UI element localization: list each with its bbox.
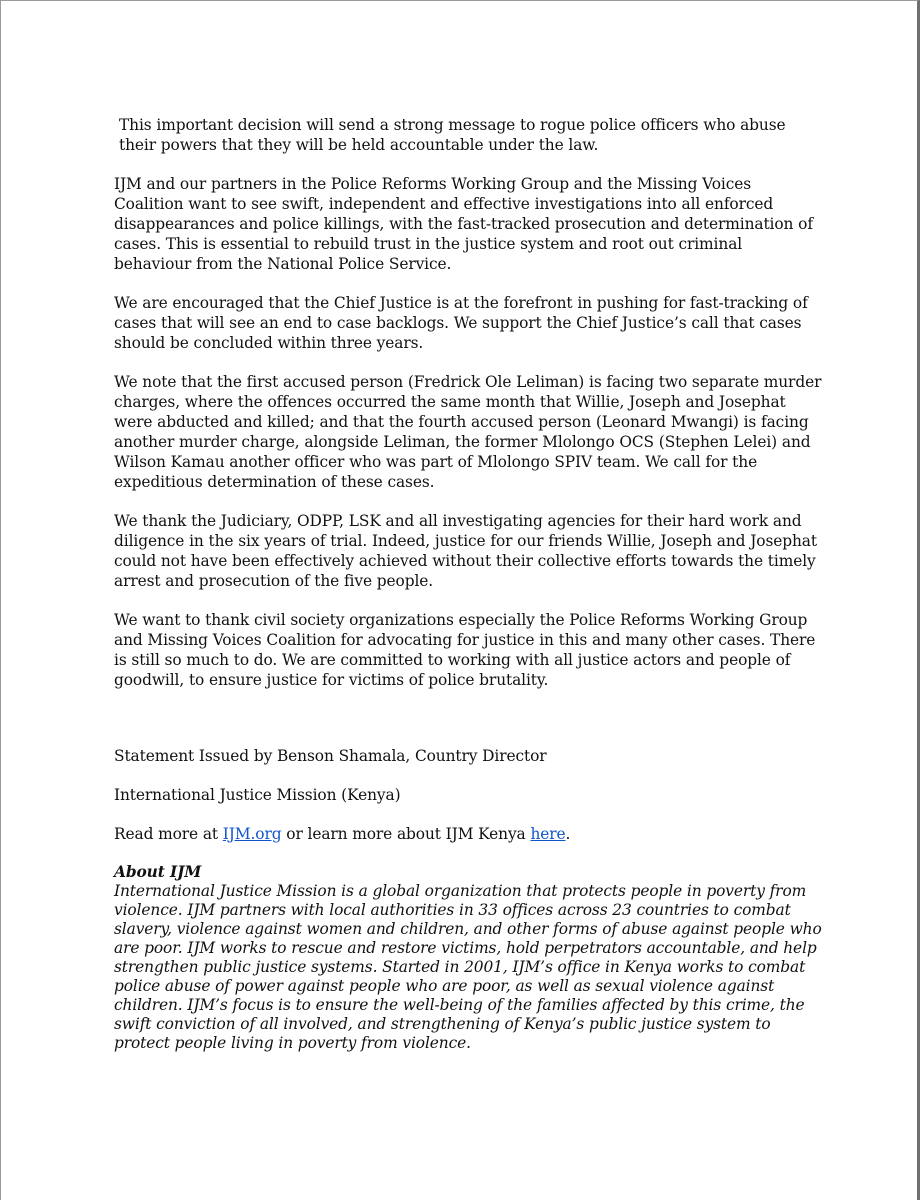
paragraph-thanks-judiciary: We thank the Judiciary, ODPP, LSK and all investigating agencies for their hard work and diligence in the six years of trial. Indeed, justice for our friends Willie, Joseph and Josephat could not have been effectively achieved without their collective efforts towards the timely arrest and prosecution of the five people.: [114, 512, 817, 590]
paragraph-accused: We note that the first accused person (Fredrick Ole Leliman) is facing two separate murder charges, where the offences occurred the same month that Willie, Joseph and Josephat were abducted and killed; and that the fourth accused person (Leonard Mwangi) is facing another murder charge, alongside Leliman, the former Mlolongo OCS (Stephen Lelei) and Wilson Kamau another officer who was part of Mlolongo SPIV team. We call for the expeditious determination of these cases.: [114, 373, 822, 491]
ijm-org-link[interactable]: IJM.org: [222, 825, 282, 843]
paragraph-thanks-civil-society: We want to thank civil society organizations especially the Police Reforms Working Group and Missing Voices Coalition for advocating for justice in this and many other cases. There is still so much to do. We are committed to working with all justice actors and people of goodwill, to ensure justice for victims of police brutality.: [114, 611, 816, 689]
about-heading: About IJM: [114, 863, 202, 881]
read-more-suffix: .: [565, 825, 571, 843]
about-body: International Justice Mission is a global organization that protects people in poverty from violence. IJM partners with local authorities in 33 offices across 23 countries to combat slavery, violence against women and children, and other forms of abuse against people who are poor. IJM works to rescue and restore victims, hold perpetrators accountable, and help strengthen public justice systems. Started in 2001, IJM’s office in Kenya works to combat police abuse of power against people who are poor, as well as sexual violence against children. IJM’s focus is to ensure the well-being of the families affected by this crime, the swift conviction of all involved, and strengthening of Kenya’s public justice system to protect people living in poverty from violence.: [114, 882, 822, 1052]
spacer: [114, 709, 824, 746]
statement-organization: International Justice Mission (Kenya): [114, 786, 401, 804]
paragraph-chief-justice: We are encouraged that the Chief Justice is at the forefront in pushing for fast-tracking of cases that will see an end to case backlogs. We support the Chief Justice’s call that cases should be concluded within three years.: [114, 294, 808, 352]
read-more-middle: or learn more about IJM Kenya: [281, 825, 531, 843]
read-more-line: [114, 824, 824, 844]
paragraph-decision: This important decision will send a strong message to rogue police officers who abuse their powers that they will be held accountable under the law.: [119, 116, 786, 154]
paragraph-partners: IJM and our partners in the Police Reforms Working Group and the Missing Voices Coalition want to see swift, independent and effective investigations into all enforced disappearances and police killings, with the fast-tracked prosecution and determination of cases. This is essential to rebuild trust in the justice system and root out criminal behaviour from the National Police Service.: [114, 175, 813, 273]
statement-issued-by: Statement Issued by Benson Shamala, Country Director: [114, 747, 547, 765]
document-content: [114, 115, 824, 1053]
read-more-prefix: Read more at: [114, 825, 223, 843]
ijm-kenya-here-link[interactable]: here: [530, 825, 566, 843]
